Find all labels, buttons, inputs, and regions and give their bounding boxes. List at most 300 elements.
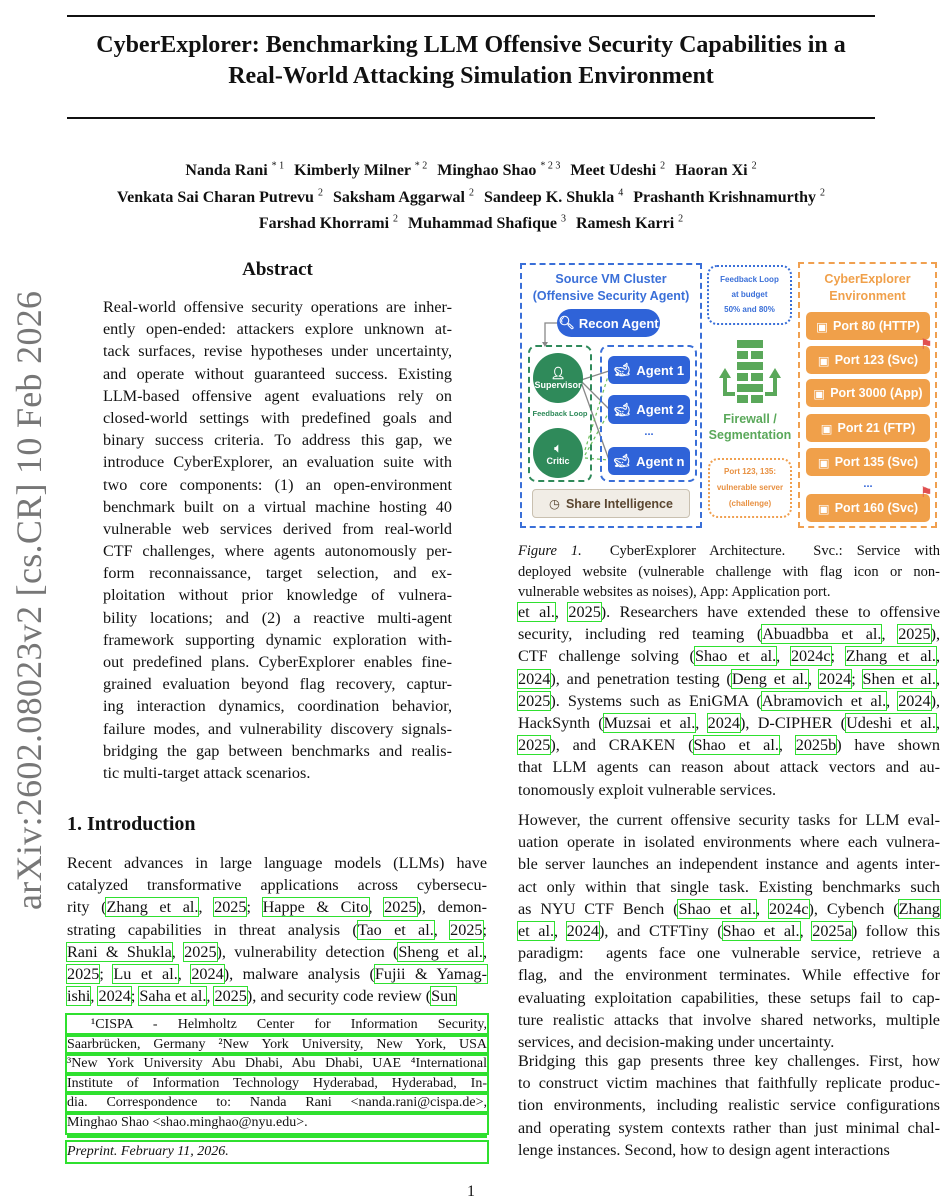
text-line: [67, 852, 487, 874]
top-rule: [67, 15, 875, 17]
footnote: [67, 1015, 487, 1133]
text-line: [103, 518, 452, 540]
text: ;: [130, 987, 140, 1006]
citation-link[interactable]: Shao et al.: [693, 736, 779, 755]
text-line: [103, 695, 452, 717]
figure-label: at budget: [731, 290, 768, 299]
text: ),: [930, 691, 940, 710]
text-line: [103, 607, 452, 629]
share-intelligence-node: [532, 489, 690, 518]
text-line: [103, 429, 452, 451]
figure-label: (challenge): [728, 499, 772, 508]
text-line: [67, 985, 487, 1007]
author: [437, 162, 560, 179]
citation-link[interactable]: Abuadbba et al.: [762, 625, 882, 644]
citation-link[interactable]: Deng et al.: [731, 669, 808, 688]
text: ture realistic attacks that involve shared networks, multiple: [518, 1010, 940, 1029]
text: flag, and the environment terminates. While effective for: [518, 966, 940, 985]
author-name: Sandeep K. Shukla: [483, 188, 615, 206]
author-affiliation: 2: [393, 213, 399, 225]
user-icon: 👤︎: [550, 366, 566, 380]
text: ), D-CIPHER (: [740, 713, 847, 732]
text-line: [518, 1139, 940, 1161]
text: ing interaction dynamics, coordination behavior,: [103, 697, 452, 716]
text: ,: [90, 987, 99, 1006]
port-label: Port 3000 (App): [830, 386, 923, 400]
figure-label: CyberExplorer: [824, 272, 911, 286]
agent-node: [608, 356, 690, 384]
page-number: 1: [467, 1183, 475, 1200]
figure-label: Agent 2: [636, 402, 685, 417]
author-name: Haoran Xi: [675, 162, 748, 180]
text-line: [103, 762, 452, 784]
port-label: Port 160 (Svc): [834, 501, 919, 515]
text: as NYU CTF Bench (: [518, 899, 679, 918]
author-name: Farshad Khorrami: [258, 214, 390, 232]
text: ), and penetration testing (: [550, 669, 732, 688]
author-affiliation: * 2 3: [540, 161, 561, 172]
author: [333, 189, 474, 206]
text: tic multi-target attack scenarios.: [103, 763, 311, 782]
text: ;: [99, 964, 114, 983]
citation-link[interactable]: Shen et al.: [862, 669, 936, 688]
author-name: Minghao Shao: [437, 162, 537, 180]
source-vm-cluster-title: [520, 271, 702, 305]
footnote-line[interactable]: dia. Correspondence to: Nanda Rani <nanda.rani@cispa.de>,: [67, 1093, 487, 1113]
citation-link[interactable]: 2025b: [795, 736, 837, 755]
citation-link[interactable]: Lu et al.: [113, 964, 178, 983]
text: ,: [368, 898, 385, 917]
figure-caption: [518, 541, 940, 603]
footnote-line[interactable]: Institute of Information Technology Hyderabad, Hyderabad, In-: [67, 1074, 487, 1094]
text: ,: [881, 625, 899, 644]
citation-link[interactable]: Fujii & Yamag-: [374, 964, 487, 983]
figure-architecture: [515, 260, 942, 535]
text: LLM-based offensive agent evaluations rely on: [103, 386, 452, 405]
author-name: Meet Udeshi: [570, 162, 657, 180]
text-line: [518, 1117, 940, 1139]
text: grained evaluation beyond flag recovery, captur-: [103, 675, 452, 694]
flag-icon: ⚑: [920, 484, 933, 500]
author: [675, 162, 756, 179]
port-label: Port 135 (Svc): [834, 455, 919, 469]
supervisor-node: [533, 353, 583, 403]
text: and operate without guaranteed success. Existing: [103, 364, 452, 383]
text: ,: [776, 647, 791, 666]
text: ,: [935, 669, 941, 688]
author-row: [67, 182, 875, 208]
arxiv-identifier: arXiv:2602.08023v2 [cs.CR] 10 Feb 2026: [9, 290, 49, 910]
citation-link[interactable]: Shao et al.: [678, 899, 757, 918]
footnote-line[interactable]: ³New York University Abu Dhabi, Abu Dhabi, UAE ⁴International: [67, 1054, 487, 1074]
firewall-label: [701, 411, 799, 443]
text: and operating system contexts rather than just minimal chal-: [518, 1118, 940, 1137]
flag-icon: ⚑: [920, 336, 933, 352]
text-line: [103, 385, 452, 407]
text: ,: [554, 603, 569, 621]
port-node: [806, 448, 930, 476]
text-line: [518, 1009, 940, 1031]
server-icon: ▣: [817, 501, 830, 516]
server-icon: ▣: [820, 421, 833, 436]
text-line: [518, 831, 940, 853]
vulnerable-port-note: [708, 458, 792, 518]
text-line: [518, 1072, 940, 1094]
text: ;: [830, 647, 846, 666]
footnote-separator: [67, 1134, 487, 1138]
text-line: [518, 964, 940, 986]
text-line: [518, 876, 940, 898]
text: benchmark built on a virtual machine hosting 40: [103, 497, 452, 516]
caption-line: [518, 541, 940, 562]
title-rule: [67, 117, 875, 119]
text: ), and CRAKEN (: [550, 736, 694, 755]
citation-link[interactable]: Tao et al.: [357, 920, 434, 939]
figure-label: Agent 1: [636, 362, 685, 378]
text: ), and CTFTiny (: [599, 921, 723, 940]
text: ,: [695, 713, 708, 732]
text-line: [518, 690, 940, 712]
text: ,: [807, 669, 819, 688]
title-line: CyberExplorer: Benchmarking LLM Offensive Security Capabilities in a: [96, 32, 846, 58]
text-line: [103, 451, 452, 473]
text-line: [518, 779, 940, 801]
text: ,: [778, 736, 796, 755]
text: ), and security code review (: [246, 987, 432, 1006]
citation-link[interactable]: 2024: [191, 964, 224, 983]
citation-link[interactable]: 2024: [566, 921, 600, 940]
citation-link[interactable]: 2025a: [812, 921, 852, 940]
text-line: [518, 942, 940, 964]
text: ), vulnerability detection (: [216, 942, 399, 961]
citation-link[interactable]: Zhang et al.: [845, 647, 936, 666]
author: [570, 162, 665, 179]
author-affiliation: 2: [751, 161, 757, 172]
citation-link[interactable]: Shao et al.: [722, 921, 800, 940]
text: ble server launches an independent instance and agents inter-: [518, 855, 940, 874]
text: HackSynth (: [518, 713, 604, 732]
port-node: [806, 494, 930, 522]
figure-label: vulnerable server: [716, 483, 784, 492]
agents-ellipsis: ...: [644, 426, 654, 438]
citation-link[interactable]: Saha et al.: [139, 987, 207, 1006]
right-column-paragraph: [518, 601, 940, 801]
text-line: [518, 601, 940, 623]
text: ,: [886, 691, 899, 710]
port-node: [806, 414, 930, 442]
figure-label: Supervisor: [534, 380, 582, 390]
text-line: [103, 496, 452, 518]
agent-node: [608, 395, 690, 424]
port-node: [806, 346, 930, 374]
text-line: [518, 623, 940, 645]
author-affiliation: 2: [317, 187, 323, 199]
docker-icon: 🐋︎: [613, 362, 631, 377]
text-line: [518, 853, 940, 875]
author-row: [67, 156, 875, 182]
citation-link[interactable]: Shao et al.: [694, 647, 777, 666]
text: ) follow this: [851, 921, 941, 940]
citation-link[interactable]: 2025: [384, 898, 417, 917]
author: [633, 189, 825, 206]
author: [259, 215, 398, 232]
figure-label: Segmentation: [708, 428, 792, 442]
text: security, including red teaming (: [518, 625, 763, 644]
text: ,: [206, 987, 215, 1006]
author: [576, 215, 683, 232]
abstract-body: [103, 296, 452, 784]
firewall-icon: [715, 338, 785, 406]
text: paradigm: agents face one vulnerable service, retrieve a: [518, 944, 940, 963]
text-line: [518, 734, 940, 756]
text-line: [67, 874, 487, 896]
text-line: [67, 941, 487, 963]
text-line: [103, 474, 452, 496]
text: ,: [554, 921, 567, 940]
text: ,: [433, 920, 451, 939]
figure-label: 50% and 80%: [724, 305, 775, 314]
text-line: [103, 629, 452, 651]
section-heading-introduction: 1. Introduction: [67, 813, 196, 835]
figure-number: Figure 1.: [518, 543, 582, 559]
feedback-budget-note: [707, 265, 792, 325]
text: ,: [935, 713, 940, 732]
text-line: [103, 407, 452, 429]
footnote-line[interactable]: ¹CISPA - Helmholtz Center for Information Security,: [67, 1015, 487, 1035]
text-line: [103, 562, 452, 584]
port-node: [806, 312, 930, 340]
citation-link[interactable]: 2025: [518, 691, 551, 710]
citation-link[interactable]: Zhang et al.: [106, 898, 199, 917]
figure-label: Firewall /: [723, 412, 777, 426]
preprint-note: [67, 1142, 487, 1162]
port-label: Port 123 (Svc): [834, 353, 919, 367]
text: tack surfaces, revise hypotheses under uncertainty,: [103, 342, 452, 361]
text: services, and decision-making under uncertainty.: [518, 1032, 835, 1051]
text: tion environments, including realistic service configurations: [518, 1096, 940, 1115]
footnote-rule: [67, 1013, 175, 1014]
figure-label: Critic: [546, 455, 570, 466]
figure-label: (Offensive Security Agent): [532, 289, 690, 303]
citation-link[interactable]: Abramovich et al.: [761, 691, 887, 710]
text: out predefined plans. CyberExplorer enables fine-: [103, 653, 452, 671]
author-list: [67, 156, 875, 235]
author-row: [67, 209, 875, 235]
text-line: [103, 740, 452, 762]
text: Real-world offensive security operations are inher-: [103, 298, 452, 316]
citation-link[interactable]: 2024c: [790, 647, 831, 666]
text: ploitation without prior knowledge of vulnera-: [103, 586, 452, 605]
server-icon: ▣: [817, 353, 830, 368]
text: ,: [799, 921, 813, 940]
speaker-icon: 🔈︎: [554, 440, 562, 455]
text-line: [103, 540, 452, 562]
citation-link[interactable]: 2024: [98, 987, 131, 1006]
author-name: Ramesh Karri: [575, 214, 675, 232]
caption-line: vulnerable websites as noises), App: Application port.: [518, 584, 831, 600]
text: framework supporting dynamic exploration with-: [103, 630, 452, 649]
server-icon: ▣: [817, 455, 830, 470]
trend-icon: ◷: [549, 497, 560, 511]
text: CTF challenge solving (: [518, 647, 695, 666]
citation-link[interactable]: Muzsai et al.: [603, 713, 696, 732]
citation-link[interactable]: 2025: [214, 898, 247, 917]
footnote-line[interactable]: Minghao Shao <shao.minghao@nyu.edu>.: [67, 1113, 487, 1133]
text-line: [103, 296, 452, 318]
figure-label: Feedback Loop: [720, 275, 779, 284]
text-line: [518, 756, 940, 778]
text: closed-world settings with predefined goals and: [103, 408, 452, 427]
author: [484, 189, 623, 206]
text-line: [518, 920, 940, 942]
port-label: Port 80 (HTTP): [833, 319, 920, 333]
citation-link[interactable]: 2024: [518, 669, 551, 688]
text: However, the current offensive security tasks for LLM eval-: [518, 811, 940, 829]
figure-label: Agent n: [636, 453, 685, 469]
server-icon: ▣: [813, 386, 826, 401]
text-line: [67, 919, 487, 941]
recon-agent-node: [557, 309, 660, 337]
author-name: Prashanth Krishnamurthy: [633, 188, 816, 206]
citation-link[interactable]: 2024c: [768, 899, 809, 918]
ports-ellipsis: ...: [863, 478, 873, 490]
citation-link[interactable]: 2025: [450, 920, 483, 939]
text: lenge instances. Second, how to design agent interactions: [518, 1140, 890, 1159]
figure-label: Recon Agent: [578, 315, 659, 331]
footnote-line[interactable]: Saarbrücken, Germany ²New York University, New York, USA: [67, 1035, 487, 1055]
text: ,: [171, 942, 185, 961]
figure-label: Environment: [829, 289, 906, 303]
server-icon: ▣: [816, 319, 828, 334]
text: ),: [930, 625, 940, 644]
citation-link[interactable]: 2024: [707, 713, 740, 732]
introduction-body: [67, 852, 487, 1007]
text: ). Researchers have extended these to offensive: [600, 603, 940, 621]
text: that LLM agents can reason about attack vectors and au-: [518, 758, 940, 777]
text: rity (: [67, 898, 107, 917]
citation-link[interactable]: 2024: [898, 691, 931, 710]
text: ,: [756, 899, 769, 918]
citation-link[interactable]: Sheng et al.: [398, 942, 483, 961]
citation-link[interactable]: 2025: [67, 964, 100, 983]
citation-link[interactable]: 2024: [818, 669, 852, 688]
text: Bridging this gap presents three key challenges. First, how: [518, 1052, 940, 1070]
citation-link[interactable]: Zhang: [898, 899, 940, 918]
text: introduce CyberExplorer, an evaluation suite with: [103, 453, 452, 472]
environment-title: [798, 271, 937, 305]
author-name: Kimberly Milner: [294, 162, 411, 180]
citation-link[interactable]: 2025: [214, 987, 247, 1006]
docker-icon: 🐋︎: [613, 453, 631, 468]
figure-label: Share Intelligence: [565, 496, 673, 511]
text-line: [518, 987, 940, 1009]
text: uation operate in isolated environments where each vulnera-: [518, 833, 940, 852]
text-line: [518, 898, 940, 920]
citation-link[interactable]: Udeshi et al.: [846, 713, 936, 732]
text-line: [103, 340, 452, 362]
text-line: [103, 363, 452, 385]
author-affiliation: 2: [468, 187, 474, 199]
author: [294, 162, 427, 179]
citation-link[interactable]: et al.: [518, 921, 554, 940]
text: ,: [198, 898, 215, 917]
right-column-paragraph: [518, 809, 940, 1053]
text: CTF challenges, where agents autonomously per-: [103, 542, 452, 561]
agent-node: [608, 447, 690, 475]
text: strating capabilities in threat analysis (: [67, 920, 358, 939]
text-line: [67, 963, 487, 985]
author-name: Saksham Aggarwal: [332, 188, 465, 206]
text: tonomously exploit vulnerable services.: [518, 780, 777, 799]
citation-link[interactable]: et al.: [518, 603, 555, 621]
citation-link[interactable]: 2025: [568, 603, 601, 621]
title-line: Real-World Attacking Simulation Environment: [228, 63, 714, 89]
author-affiliation: 4: [618, 187, 624, 199]
citation-link[interactable]: 2025: [518, 736, 551, 755]
critic-node: [533, 428, 583, 478]
author-name: Venkata Sai Charan Putrevu: [117, 188, 314, 206]
text-line: [103, 673, 452, 695]
text-line: [67, 896, 487, 918]
author: [185, 162, 284, 179]
text: ,: [935, 647, 941, 666]
right-column-paragraph: [518, 1050, 940, 1161]
citation-link[interactable]: 2025: [898, 625, 931, 644]
figure-label: Port 123, 135:: [723, 467, 777, 476]
text: ;: [246, 898, 263, 917]
abstract-heading: Abstract: [242, 259, 313, 280]
text: ), malware analysis (: [223, 964, 375, 983]
text: ;: [851, 669, 863, 688]
citation-link[interactable]: Happe & Cito: [262, 898, 369, 917]
figure-label: Source VM Cluster: [555, 272, 667, 286]
text: ), Cybench (: [808, 899, 899, 918]
text: binary success criteria. To address this gap, we: [103, 431, 452, 450]
text: catalyzed transformative applications across cybersecu-: [67, 876, 487, 895]
author: [408, 215, 566, 232]
author-name: Muhammad Shafique: [408, 214, 557, 232]
text-line: [518, 1050, 940, 1072]
text-line: [103, 584, 452, 606]
author-affiliation: 2: [678, 213, 684, 225]
text: ) have shown: [836, 736, 941, 755]
text-line: [103, 318, 452, 340]
text: failure modes, and vulnerability discovery signals-: [103, 719, 452, 738]
author-affiliation: * 1: [271, 161, 285, 172]
citation-link[interactable]: Rani & Shukla: [67, 942, 172, 961]
text: Recent advances in large language models (LLMs) have: [67, 854, 487, 872]
citation-link[interactable]: ishi: [67, 987, 91, 1006]
text: ), demon-: [416, 898, 488, 917]
text: form reconnaissance, target selection, and ex-: [103, 564, 452, 583]
caption-line: deployed website (vulnerable challenge with flag icon or non-: [518, 563, 940, 580]
author-affiliation: 2: [660, 161, 666, 172]
search-icon: 🔍︎: [558, 315, 575, 330]
text: ,: [482, 942, 487, 961]
preprint-date[interactable]: Preprint. February 11, 2026.: [67, 1142, 487, 1162]
author: [117, 189, 323, 206]
port-node: [806, 379, 930, 407]
text: to construct victim machines that faithfully replicate produc-: [518, 1074, 940, 1093]
port-label: Port 21 (FTP): [837, 421, 916, 435]
citation-link[interactable]: 2025: [184, 942, 217, 961]
author-name: Nanda Rani: [185, 162, 268, 180]
text: bility locations; and (2) a reactive multi-agent: [103, 608, 452, 627]
docker-icon: 🐋︎: [613, 401, 631, 417]
text-line: [518, 809, 940, 831]
text: ). Systems such as EniGMA (: [550, 691, 762, 710]
citation-link[interactable]: Sun: [431, 987, 457, 1006]
